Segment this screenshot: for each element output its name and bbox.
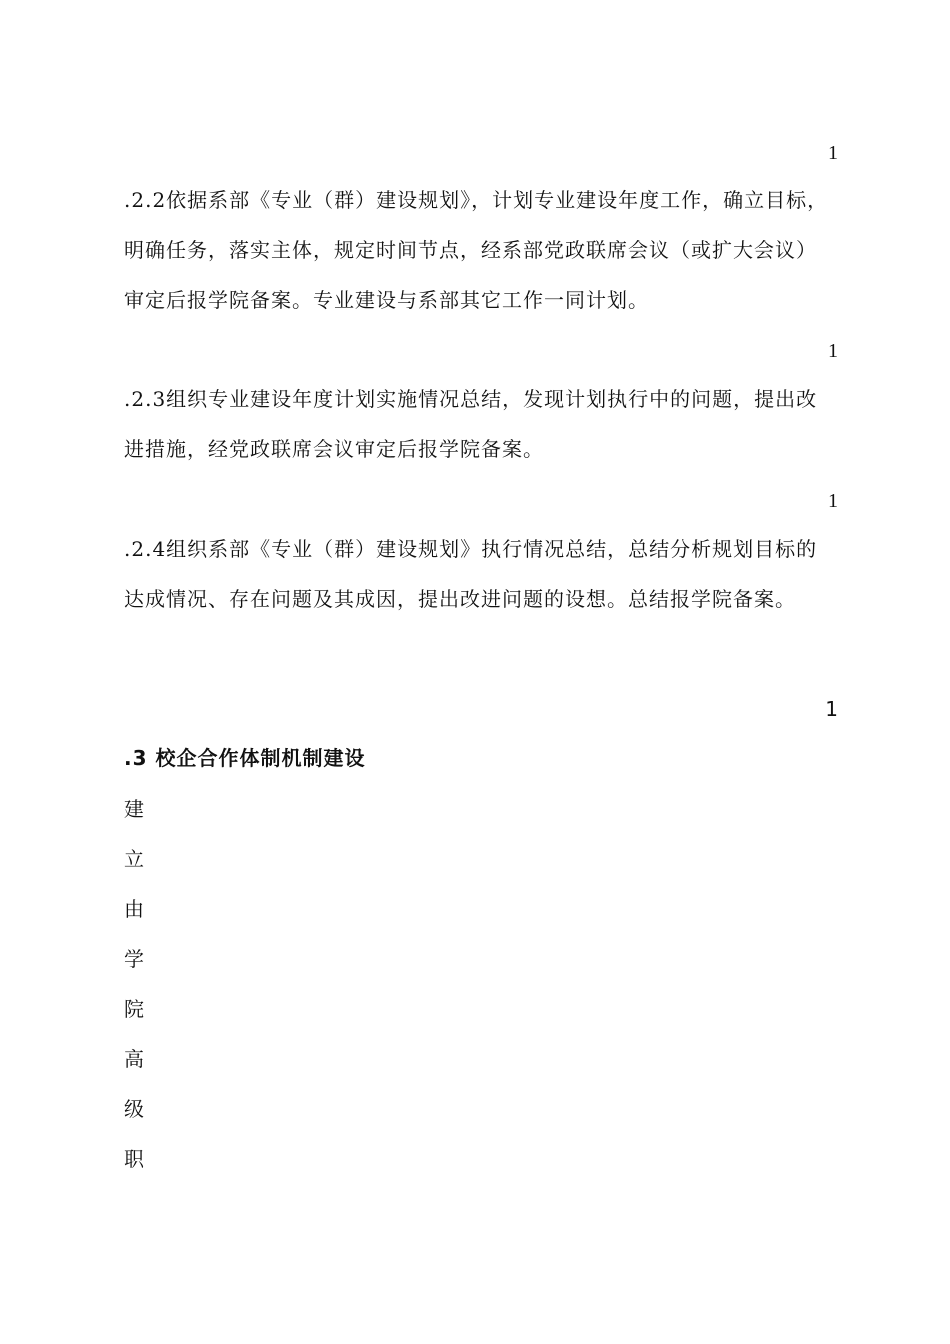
vertical-text-char: 学 — [124, 947, 144, 971]
paragraph-2-3: .2.3组织专业建设年度计划实施情况总结，发现计划执行中的问题，提出改进措施，经党政联席会议审定后报学院备案。 — [124, 387, 818, 461]
vertical-text-char: 建 — [124, 797, 144, 821]
section-heading: .3 校企合作体制机制建设 — [124, 746, 366, 770]
vertical-text-char: 立 — [124, 847, 144, 871]
section-number-marker: 1 — [825, 697, 838, 721]
vertical-text-char: 级 — [124, 1097, 144, 1121]
section-number-marker: 1 — [828, 142, 838, 164]
vertical-text-char: 高 — [124, 1047, 144, 1071]
vertical-text-char: 职 — [124, 1147, 144, 1171]
section-number-marker: 1 — [828, 340, 838, 362]
paragraph-2-2: .2.2依据系部《专业（群）建设规划》，计划专业建设年度工作，确立目标，明确任务，落实主体，规定时间节点，经系部党政联席会议（或扩大会议）审定后报学院备案。专业建设与系部其它工作一同计划。 — [124, 188, 829, 312]
vertical-text-char: 院 — [124, 997, 144, 1021]
vertical-text-char: 由 — [124, 897, 144, 921]
section-number-marker: 1 — [828, 490, 838, 512]
paragraph-2-4: .2.4组织系部《专业（群）建设规划》执行情况总结，总结分析规划目标的达成情况、存在问题及其成因，提出改进问题的设想。总结报学院备案。 — [124, 537, 818, 611]
